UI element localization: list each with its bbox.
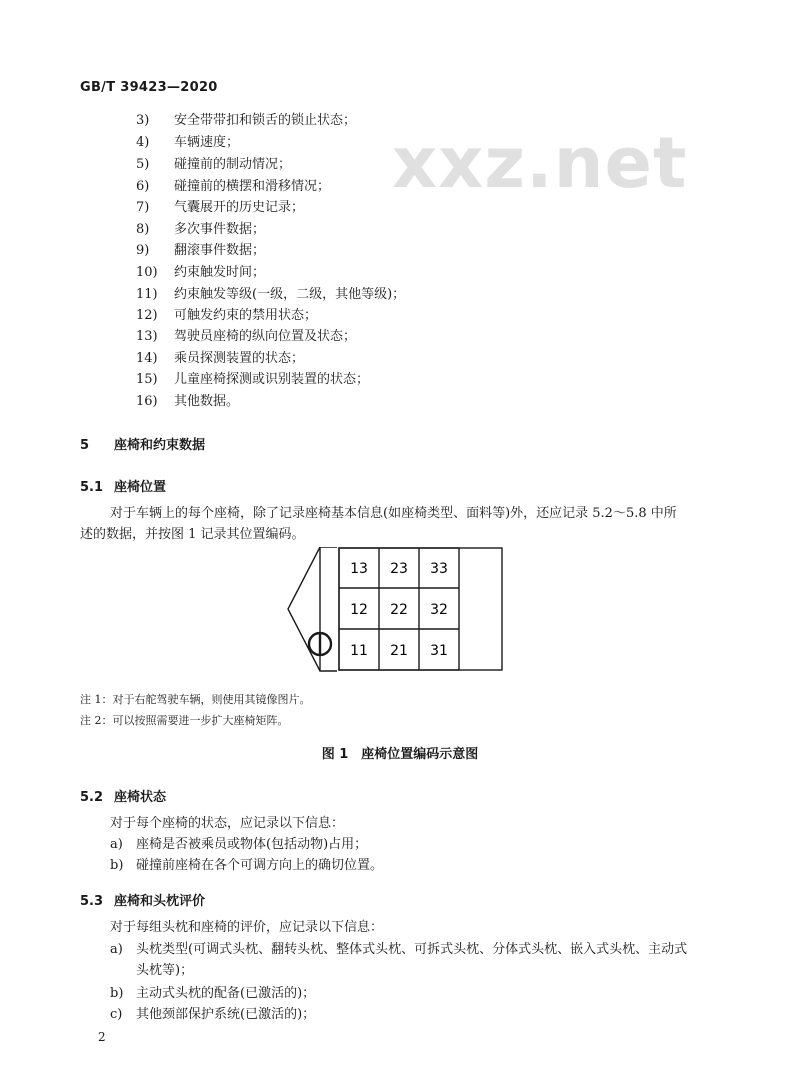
list-item: 3) 安全带带扣和锁舌的锁止状态； — [136, 113, 357, 128]
list-item: c) 其他颈部保护系统(已激活的)； — [110, 1007, 316, 1022]
seat-code: 13 — [350, 561, 368, 577]
seat-code: 32 — [430, 602, 448, 618]
figure-note: 注 1：对于右舵驾驶车辆，则使用其镜像图片。 — [80, 693, 311, 706]
list-item: 8) 多次事件数据； — [136, 222, 266, 237]
seat-code: 11 — [350, 643, 368, 659]
seat-code: 12 — [350, 602, 368, 618]
list-item: 5) 碰撞前的制动情况； — [136, 157, 292, 172]
list-item: 9) 翻滚事件数据； — [136, 243, 266, 258]
seat-code: 21 — [390, 643, 408, 659]
seat-position-diagram — [284, 547, 506, 672]
section-heading: 5.3 座椅和头枕评价 — [80, 894, 206, 909]
seat-code: 33 — [430, 561, 448, 577]
list-item: b) 主动式头枕的配备(已激活的)； — [110, 986, 316, 1001]
page-number: 2 — [98, 1030, 106, 1044]
paragraph-line: 对于每个座椅的状态，应记录以下信息： — [110, 816, 345, 831]
list-item: 7) 气囊展开的历史记录； — [136, 200, 305, 215]
section-heading: 5.2 座椅状态 — [80, 790, 167, 805]
section-heading: 5.1 座椅位置 — [80, 480, 167, 495]
standard-code-header: GB/T 39423—2020 — [80, 80, 218, 95]
figure-caption: 图 1 座椅位置编码示意图 — [321, 747, 479, 762]
section-heading: 5 座椅和约束数据 — [80, 438, 206, 453]
list-item: 10) 约束触发时间； — [136, 265, 266, 280]
list-item: b) 碰撞前座椅在各个可调方向上的确切位置。 — [110, 858, 384, 873]
paragraph-line: 对于车辆上的每个座椅，除了记录座椅基本信息(如座椅类型、面料等)外，还应记录 5.2～5.8 中所 — [110, 506, 677, 521]
steering-wheel-icon — [309, 633, 331, 655]
paragraph-line: 述的数据，并按图 1 记录其位置编码。 — [80, 527, 305, 542]
list-item: 12) 可触发约束的禁用状态； — [136, 308, 318, 323]
watermark: xxz.net — [392, 122, 688, 204]
seat-code: 22 — [390, 602, 408, 618]
list-item: a) 头枕类型(可调式头枕、翻转头枕、整体式头枕、可拆式头枕、分体式头枕、嵌入式头枕、主动式 — [110, 942, 688, 957]
list-item: 16) 其他数据。 — [136, 394, 240, 409]
seat-code: 23 — [390, 561, 408, 577]
list-item-continuation: 头枕等)； — [136, 963, 194, 978]
figure-note: 注 2：可以按照需要进一步扩大座椅矩阵。 — [80, 714, 289, 727]
list-item: 15) 儿童座椅探测或识别装置的状态； — [136, 372, 370, 387]
list-item: 6) 碰撞前的横摆和滑移情况； — [136, 179, 331, 194]
list-item: 13) 驾驶员座椅的纵向位置及状态； — [136, 329, 357, 344]
seat-code: 31 — [430, 643, 448, 659]
list-item: a) 座椅是否被乘员或物体(包括动物)占用； — [110, 837, 368, 852]
list-item: 11) 约束触发等级(一级，二级，其他等级)； — [136, 287, 406, 302]
paragraph-line: 对于每组头枕和座椅的评价，应记录以下信息： — [110, 920, 384, 935]
list-item: 4) 车辆速度； — [136, 135, 240, 150]
list-item: 14) 乘员探测装置的状态； — [136, 351, 305, 366]
